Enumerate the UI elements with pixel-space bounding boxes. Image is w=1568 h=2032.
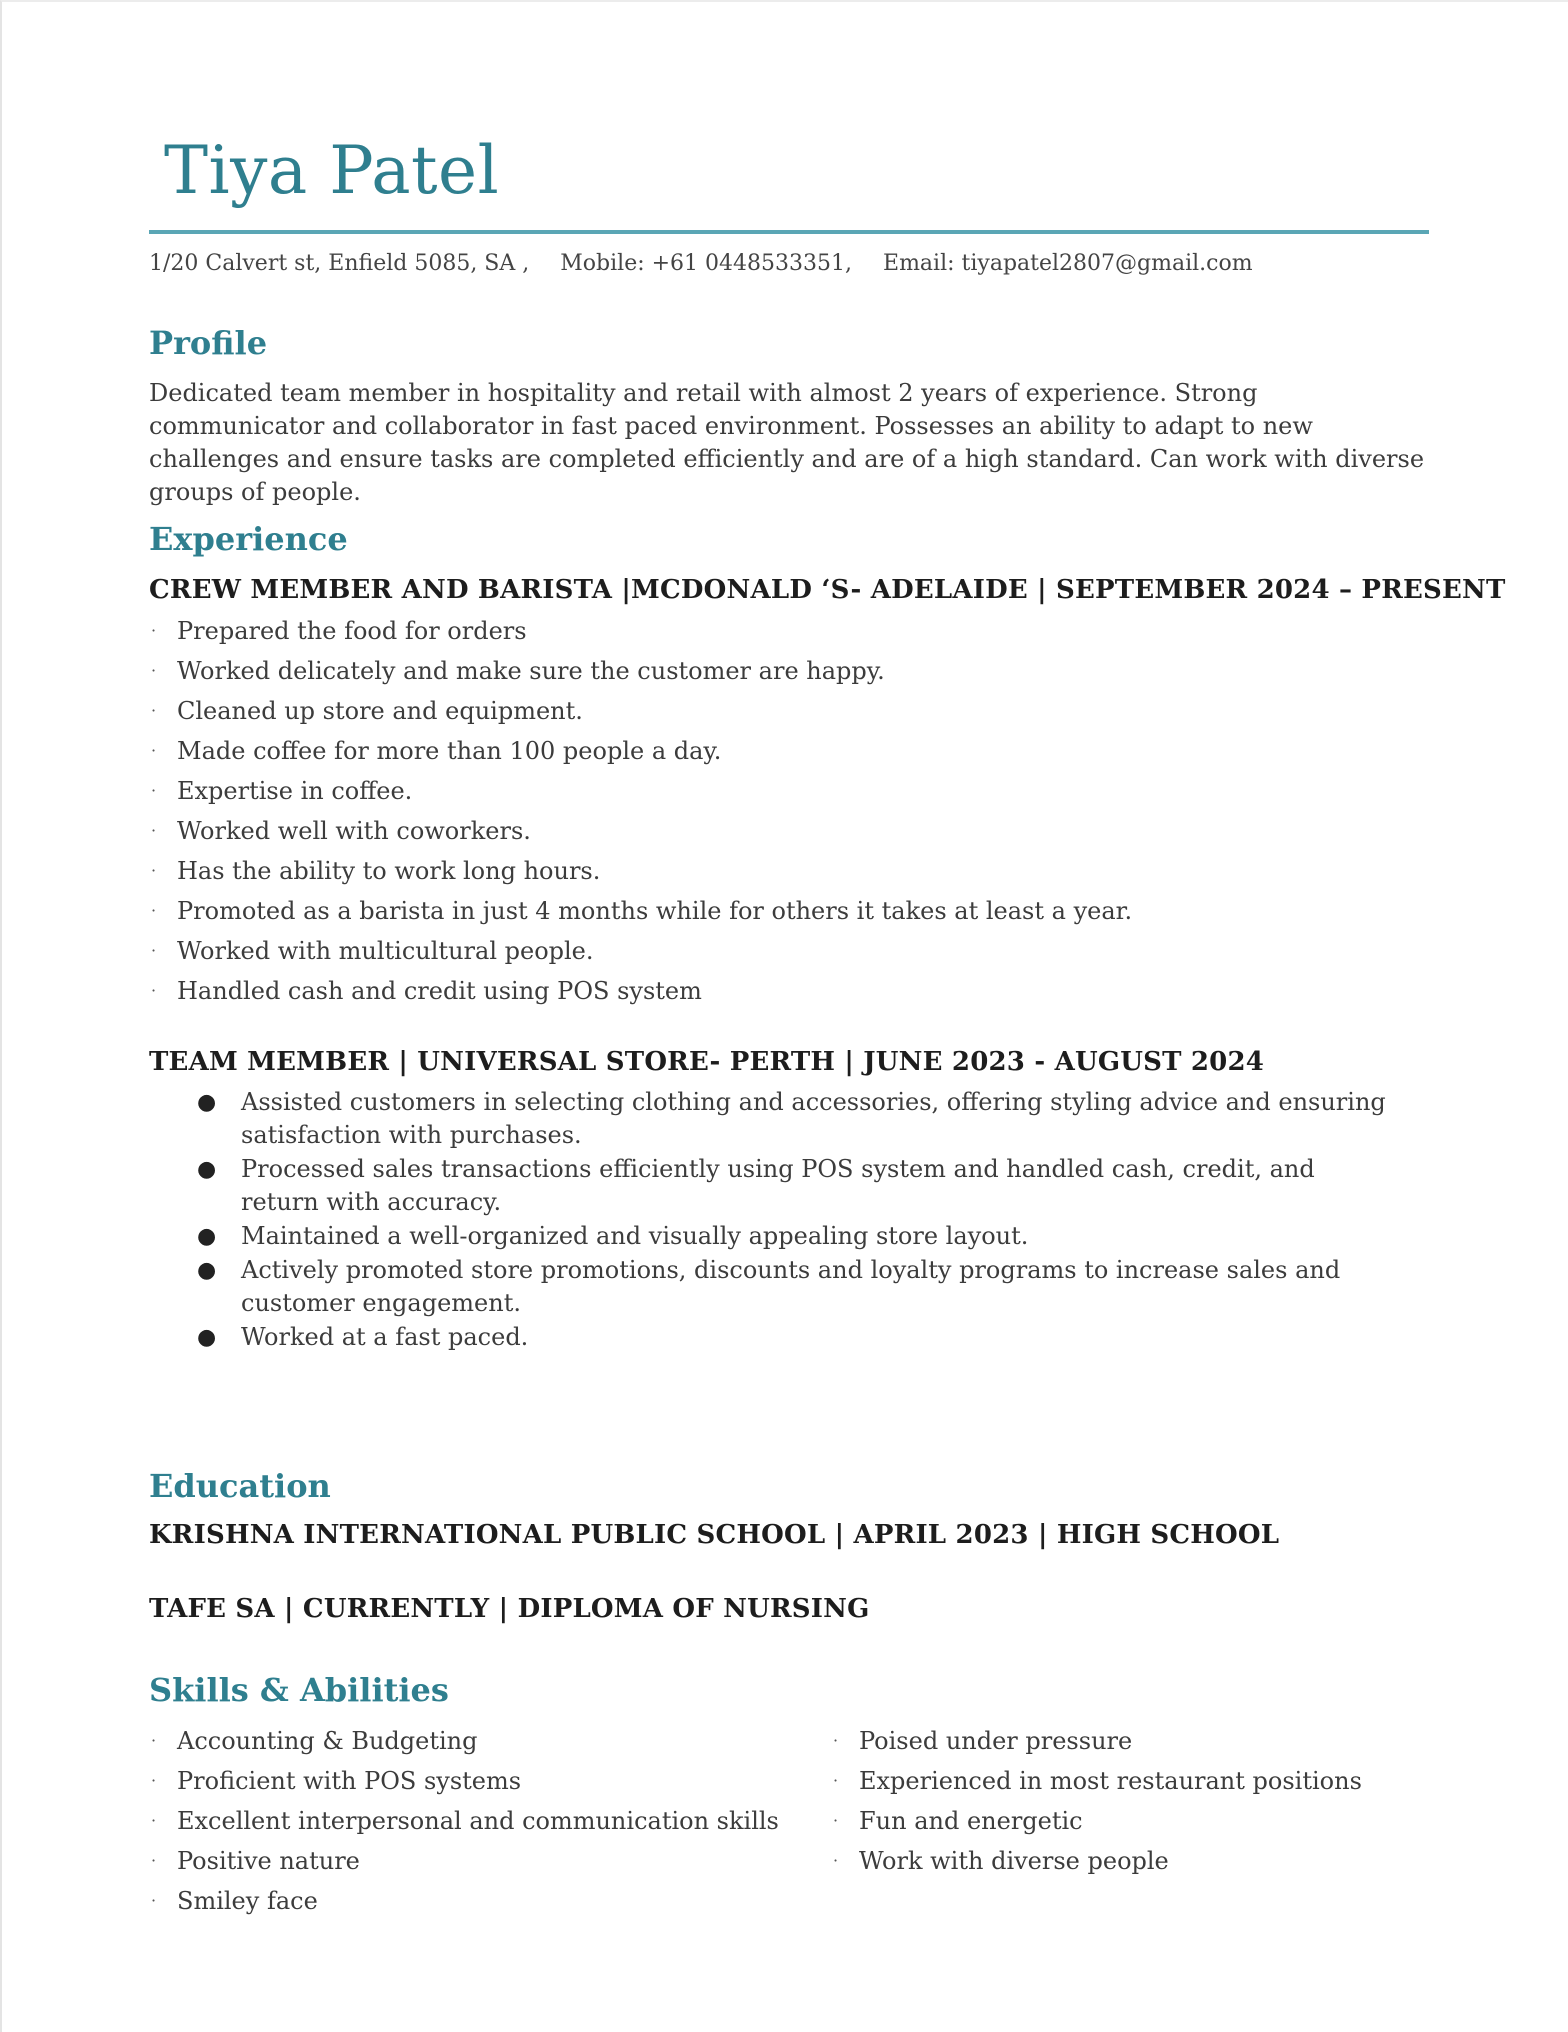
job-heading: CREW MEMBER AND BARISTA |MCDONALD ‘S- ADELAIDE | SEPTEMBER 2024 – PRESENT bbox=[149, 575, 1506, 605]
list-item: · Has the ability to work long hours. bbox=[151, 857, 601, 885]
list-item: · Accounting & Budgeting bbox=[151, 1727, 478, 1755]
skills-list-left bbox=[149, 1721, 779, 1921]
list-item: · Made coffee for more than 100 people a day. bbox=[151, 737, 722, 765]
list-item: ● Maintained a well-organized and visually appealing store layout. bbox=[197, 1222, 1029, 1250]
contact-line bbox=[149, 251, 1277, 276]
header-divider bbox=[149, 230, 1429, 234]
list-item: · Promoted as a barista in just 4 months while for others it takes at least a year. bbox=[151, 897, 1133, 925]
list-item: · Expertise in coffee. bbox=[151, 777, 413, 805]
list-item: ● Processed sales transactions efficiently using POS system and handled cash, credit, and return with accuracy. bbox=[197, 1155, 1315, 1216]
education-heading: Education bbox=[149, 1467, 331, 1505]
list-item: · Proficient with POS systems bbox=[151, 1767, 522, 1795]
list-item: ● Assisted customers in selecting clothing and accessories, offering styling advice and ensuring satisfaction with purchases. bbox=[197, 1088, 1386, 1149]
list-item: · Handled cash and credit using POS system bbox=[151, 977, 702, 1005]
profile-text: Dedicated team member in hospitality and retail with almost 2 years of experience. Strong communicator and collaborator in fast paced environment. Possesses an ability to adapt to new challenges and ensure tasks are completed efficiently and are of a high standard. Can work with diverse groups of people. bbox=[149, 379, 1425, 506]
list-item: · Positive nature bbox=[151, 1847, 360, 1875]
profile-heading: Profile bbox=[149, 324, 268, 362]
list-item: · Prepared the food for orders bbox=[151, 617, 527, 645]
skills-list-right bbox=[831, 1721, 1362, 1881]
job-duties-list bbox=[149, 611, 1132, 1011]
list-item: ● Worked at a fast paced. bbox=[197, 1323, 529, 1351]
experience-heading: Experience bbox=[149, 520, 348, 558]
education-entry: TAFE SA | CURRENTLY | DIPLOMA OF NURSING bbox=[149, 1594, 870, 1624]
list-item: · Worked delicately and make sure the customer are happy. bbox=[151, 657, 885, 685]
list-item: · Experienced in most restaurant positions bbox=[833, 1767, 1362, 1795]
job-heading: TEAM MEMBER | UNIVERSAL STORE- PERTH | JUNE 2023 - AUGUST 2024 bbox=[149, 1047, 1265, 1077]
skills-heading: Skills & Abilities bbox=[149, 1671, 449, 1709]
list-item: ● Actively promoted store promotions, discounts and loyalty programs to increase sales and customer engagement. bbox=[197, 1256, 1341, 1317]
list-item: · Poised under pressure bbox=[833, 1727, 1133, 1755]
job-duties-list bbox=[149, 1086, 1389, 1355]
mobile: Mobile: +61 0448533351, bbox=[560, 251, 853, 276]
list-item: · Worked with multicultural people. bbox=[151, 937, 594, 965]
candidate-name: Tiya Patel bbox=[164, 132, 500, 209]
list-item: · Fun and energetic bbox=[833, 1807, 1083, 1835]
email: Email: tiyapatel2807@gmail.com bbox=[883, 251, 1253, 276]
list-item: · Work with diverse people bbox=[833, 1847, 1169, 1875]
list-item: · Cleaned up store and equipment. bbox=[151, 697, 583, 725]
list-item: · Smiley face bbox=[151, 1887, 318, 1915]
address: 1/20 Calvert st, Enfield 5085, SA , bbox=[149, 251, 530, 276]
list-item: · Excellent interpersonal and communication skills bbox=[151, 1807, 779, 1835]
education-entry: KRISHNA INTERNATIONAL PUBLIC SCHOOL | APRIL 2023 | HIGH SCHOOL bbox=[149, 1520, 1280, 1550]
list-item: · Worked well with coworkers. bbox=[151, 817, 531, 845]
